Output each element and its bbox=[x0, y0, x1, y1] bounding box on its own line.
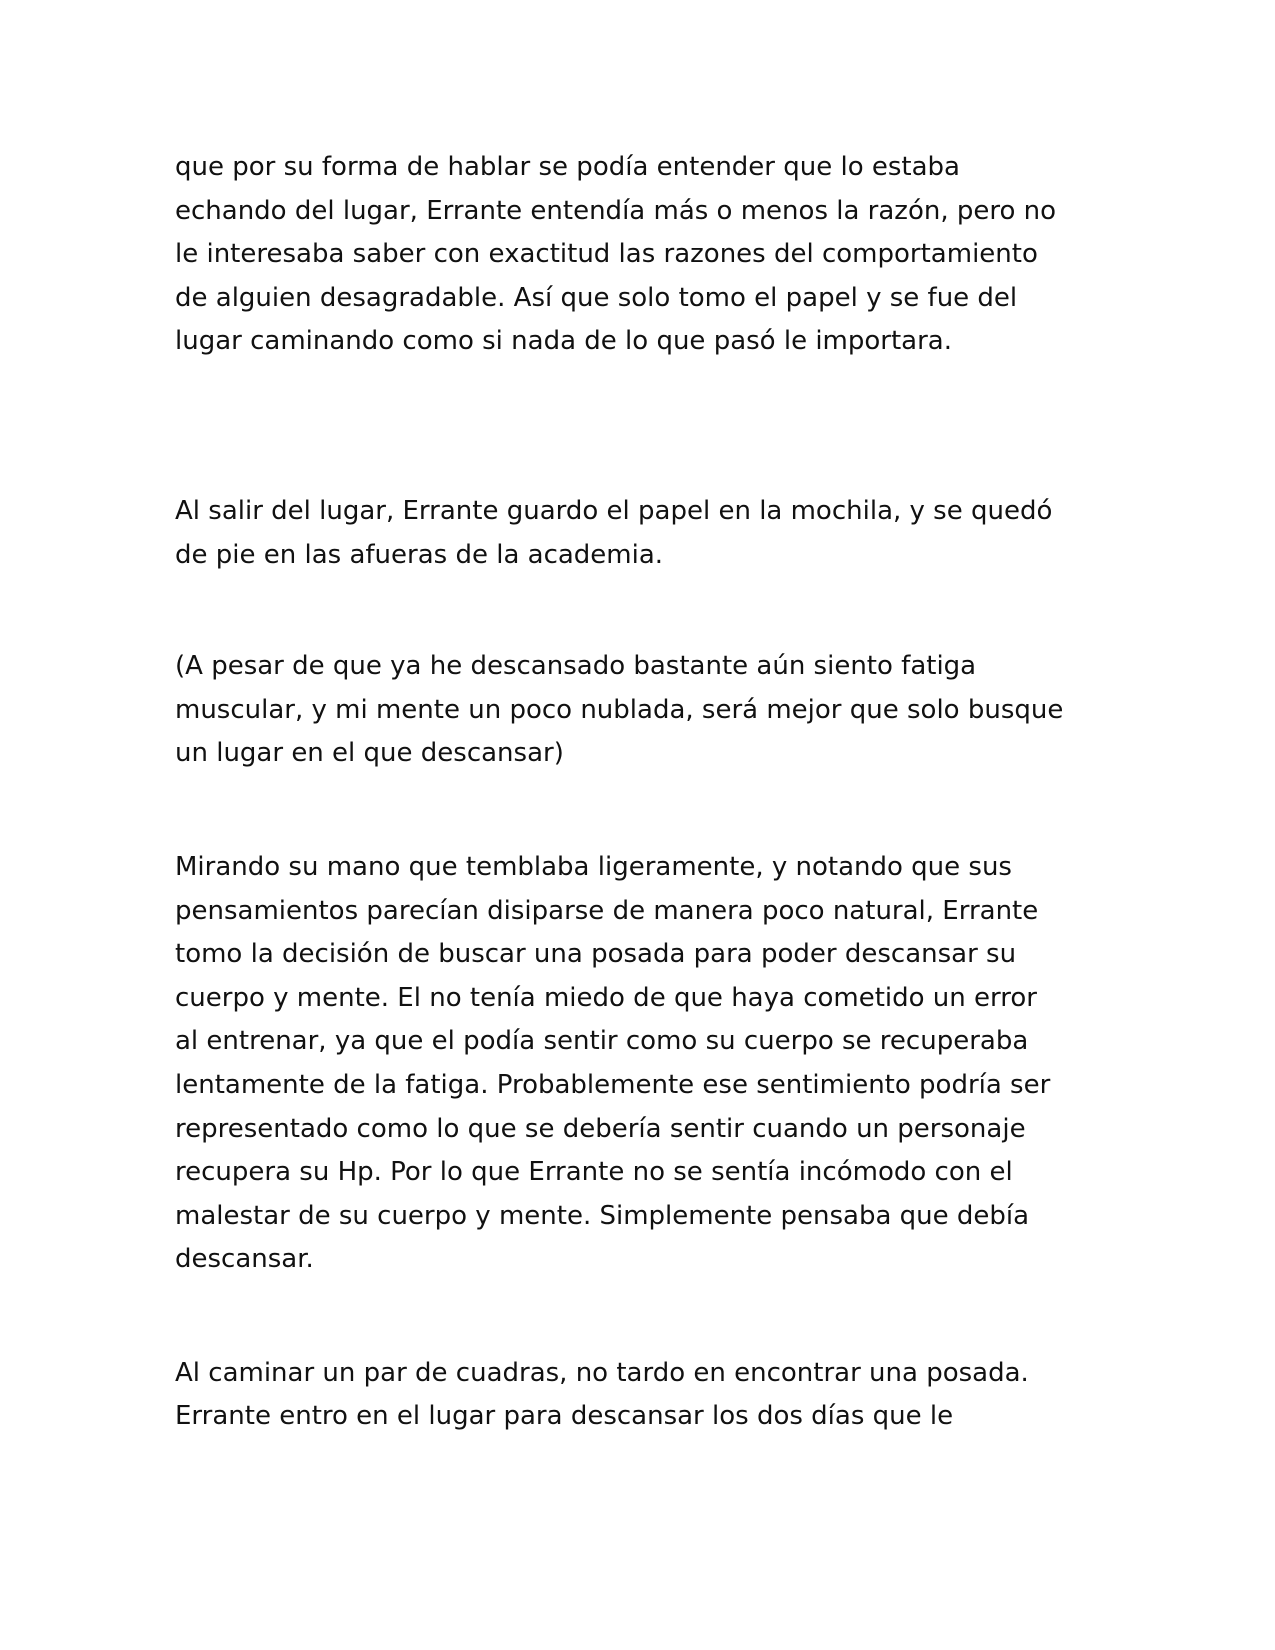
text-line: echando del lugar, Errante entendía más o menos la razón, pero no bbox=[175, 195, 1057, 226]
text-line: al entrenar, ya que el podía sentir como su cuerpo se recuperaba bbox=[175, 1026, 1029, 1057]
paragraph-2 bbox=[175, 490, 1115, 577]
text-line: recupera su Hp. Por lo que Errante no se sentía incómodo con el bbox=[175, 1157, 1013, 1188]
text-line: lentamente de la fatiga. Probablemente ese sentimiento podría ser bbox=[175, 1069, 1051, 1100]
text-line: de alguien desagradable. Así que solo tomo el papel y se fue del bbox=[175, 282, 1018, 313]
paragraph-5 bbox=[175, 1352, 1115, 1439]
text-line: pensamientos parecían disiparse de manera poco natural, Errante bbox=[175, 895, 1039, 926]
text-line: que por su forma de hablar se podía entender que lo estaba bbox=[175, 152, 960, 182]
paragraph-4 bbox=[175, 846, 1115, 1282]
text-line: descansar. bbox=[175, 1244, 314, 1275]
text-line: cuerpo y mente. El no tenía miedo de que haya cometido un error bbox=[175, 982, 1037, 1013]
text-line: representado como lo que se debería sentir cuando un personaje bbox=[175, 1113, 1026, 1144]
paragraph-1 bbox=[175, 146, 1115, 364]
text-line: lugar caminando como si nada de lo que pasó le importara. bbox=[175, 326, 952, 357]
text-line: le interesaba saber con exactitud las razones del comportamiento bbox=[175, 239, 1038, 270]
text-line: un lugar en el que descansar) bbox=[175, 738, 564, 769]
text-line: Errante entro en el lugar para descansar los dos días que le bbox=[175, 1401, 954, 1432]
text-line: tomo la decisión de buscar una posada para poder descansar su bbox=[175, 939, 1017, 970]
paragraph-3 bbox=[175, 645, 1115, 776]
text-line: de pie en las afueras de la academia. bbox=[175, 539, 664, 570]
document-body bbox=[175, 146, 1115, 1439]
text-line: (A pesar de que ya he descansado bastante aún siento fatiga bbox=[175, 651, 977, 682]
text-line: malestar de su cuerpo y mente. Simplemente pensaba que debía bbox=[175, 1200, 1030, 1231]
text-line: Mirando su mano que temblaba ligeramente, y notando que sus bbox=[175, 851, 1012, 882]
text-line: Al salir del lugar, Errante guardo el papel en la mochila, y se quedó bbox=[175, 495, 1053, 526]
text-line: Al caminar un par de cuadras, no tardo en encontrar una posada. bbox=[175, 1357, 1029, 1388]
text-line: muscular, y mi mente un poco nublada, será mejor que solo busque bbox=[175, 694, 1064, 725]
